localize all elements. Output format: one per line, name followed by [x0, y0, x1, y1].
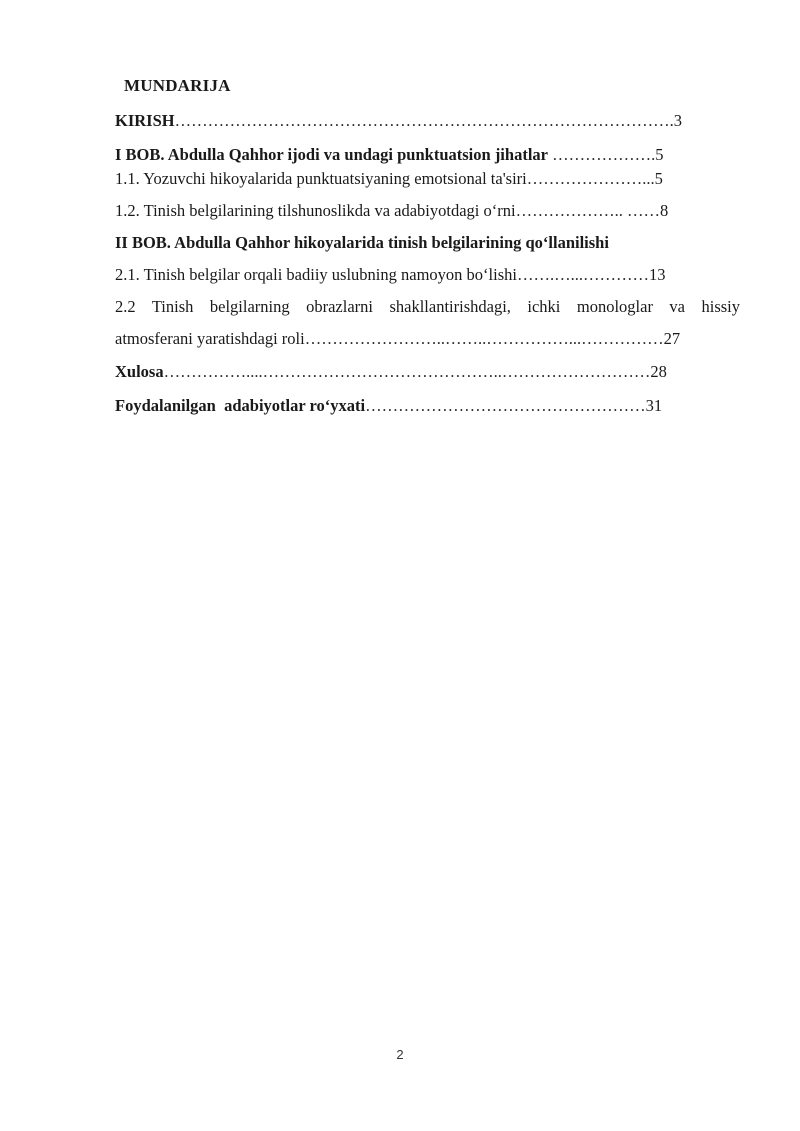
- toc-page-number: 28: [650, 362, 667, 381]
- toc-entry-text: Xulosa: [115, 362, 164, 381]
- toc-entry-xulosa[interactable]: [115, 362, 740, 382]
- toc-leader-dots: ……………………………………………: [365, 396, 646, 415]
- toc-leader-dots: ……………….: [547, 145, 656, 164]
- toc-page-number: 8: [659, 201, 669, 220]
- page-number: 2: [396, 1047, 404, 1062]
- toc-page-number: .3: [669, 111, 682, 130]
- toc-leader-dots: ………………………………………………………………………………: [174, 111, 670, 130]
- toc-entry-text: II BOB. Abdulla Qahhor hikoyalarida tinish belgilarining qo‘llanilishi: [115, 233, 609, 252]
- toc-leader-dots: ……………….. ……: [515, 201, 660, 220]
- toc-entry-text: Foydalanilgan adabiyotlar ro‘yxati: [115, 396, 366, 415]
- toc-entry-text: KIRISH: [115, 111, 175, 130]
- toc-page-number: 13: [648, 265, 666, 284]
- toc-page-number: 31: [645, 396, 663, 415]
- toc-entry-chapter-2[interactable]: [115, 233, 740, 253]
- toc-page-number: 27: [663, 329, 681, 348]
- toc-entry-kirish[interactable]: [115, 111, 740, 131]
- toc-entry-section-2-1[interactable]: [115, 265, 740, 285]
- toc-entry-text: 2.1. Tinish belgilar orqali badiiy uslubning namoyon bo‘lishi: [115, 265, 517, 284]
- toc-entry-section-1-2[interactable]: [115, 201, 740, 221]
- toc-page-number: 5: [655, 145, 664, 164]
- toc-leader-dots: ……………………..……..……………...……………: [304, 329, 664, 348]
- toc-page-number: 5: [654, 169, 663, 188]
- toc-entry-text: atmosferani yaratishdagi roli: [115, 329, 305, 348]
- toc-leader-dots: ……………....……………………………………..………………………: [163, 362, 651, 381]
- toc-entry-text: 1.2. Tinish belgilarining tilshunoslikda va adabiyotdagi o‘rni: [115, 201, 516, 220]
- toc-entry-references[interactable]: [115, 396, 740, 416]
- toc-leader-dots: …………………...: [526, 169, 655, 188]
- toc-entry-text: I BOB. Abdulla Qahhor ijodi va undagi punktuatsion jihatlar: [115, 145, 548, 164]
- toc-entry-section-2-2-line1[interactable]: 2.2 Tinish belgilarning obrazlarni shakllantirishdagi, ichki monologlar va hissiy: [115, 297, 740, 316]
- toc-leader-dots: …….…...…………: [516, 265, 649, 284]
- toc-entry-chapter-1[interactable]: [115, 145, 740, 165]
- toc-entry-text: 1.1. Yozuvchi hikoyalarida punktuatsiyaning emotsional ta'siri: [115, 169, 527, 188]
- toc-title: MUNDARIJA: [124, 76, 231, 95]
- toc-entry-section-1-1[interactable]: [115, 169, 740, 189]
- toc-entry-section-2-2[interactable]: [115, 329, 740, 349]
